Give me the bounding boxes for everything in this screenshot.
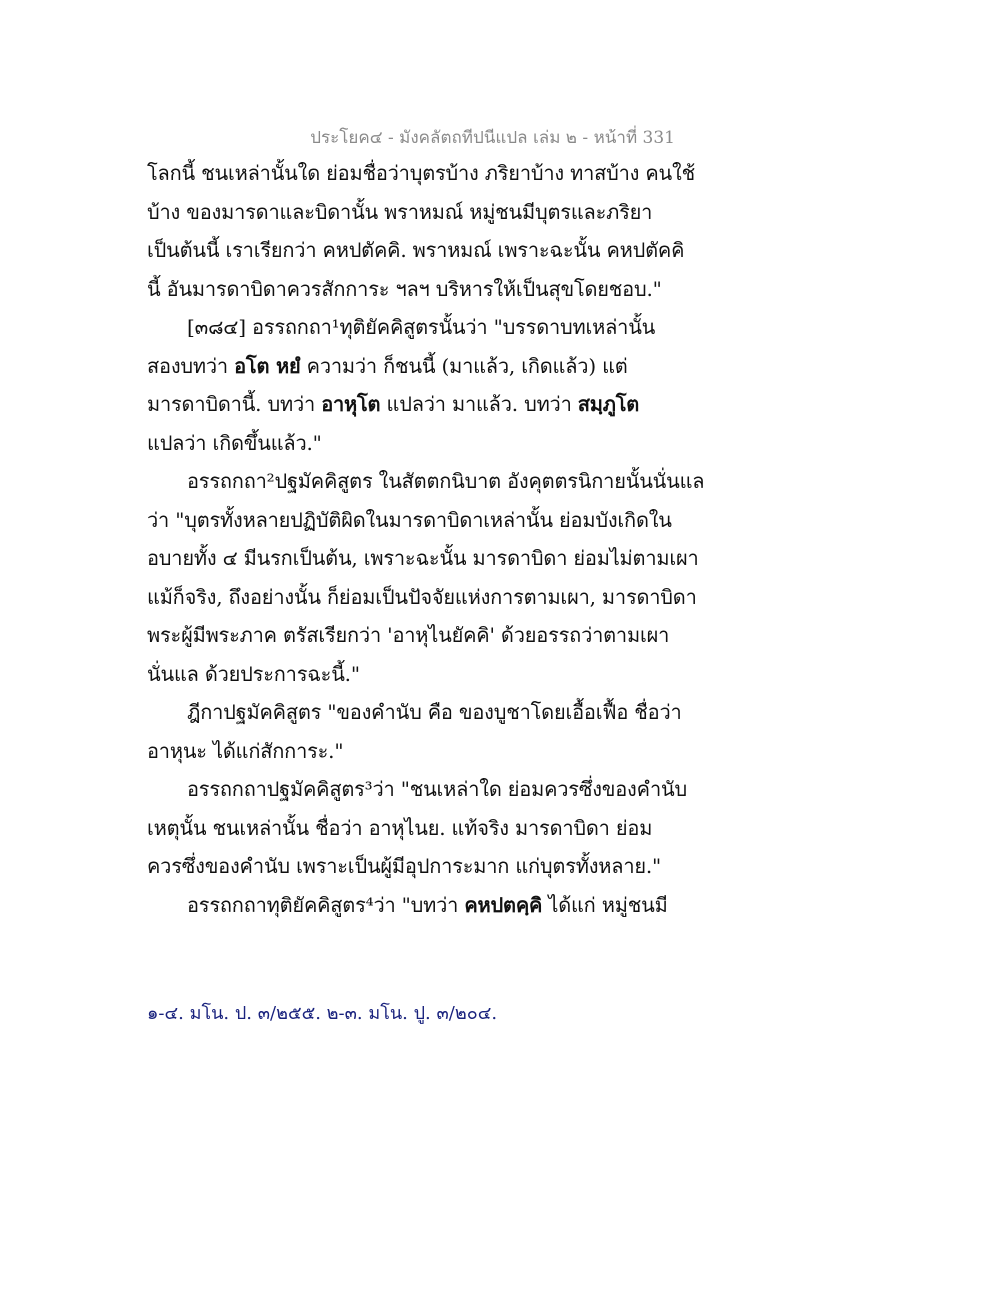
text-line	[147, 193, 697, 232]
text-line	[147, 578, 697, 617]
text-segment: อรรถกถา²ปฐมัคคิสูตร ในสัตตกนิบาต อังคุตตรนิกายนั้นนั่นแล	[187, 469, 705, 493]
text-segment: อาหุนะ ได้แก่สักการะ."	[147, 738, 344, 763]
text-segment: อบายทั้ง ๔ มีนรกเป็นต้น, เพราะฉะนั้น มารดาบิดา ย่อมไม่ตามเผา	[147, 546, 699, 570]
text-segment: อรรถกถาทุติยัคคิสูตร⁴ว่า "บทว่า	[187, 892, 465, 917]
text-line	[147, 270, 697, 309]
text-segment: แปลว่า เกิดขึ้นแล้ว."	[147, 430, 322, 455]
text-segment: ความว่า ก็ชนนี้ (มาแล้ว, เกิดแล้ว) แต่	[300, 353, 628, 378]
text-line	[147, 809, 697, 848]
text-segment: ว่า "บุตรทั้งหลายปฏิบัติผิดในมารดาบิดาเหล่านั้น ย่อมบังเกิดใน	[147, 507, 672, 532]
text-segment: อรรถกถาปฐมัคคิสูตร³ว่า "ชนเหล่าใด ย่อมควรซึ่งของคำนับ	[187, 777, 687, 801]
text-line	[147, 693, 697, 732]
text-line	[147, 385, 697, 424]
text-segment: เหตุนั้น ชนเหล่านั้น ชื่อว่า อาหุไนย. แท้จริง มารดาบิดา ย่อม	[147, 815, 653, 840]
text-line	[147, 154, 697, 193]
text-line	[147, 539, 697, 578]
footnote: ๑-๔. มโน. ป. ๓/๒๕๕. ๒-๓. มโน. ปู. ๓/๒๐๔.	[147, 1003, 498, 1024]
text-line	[147, 462, 705, 501]
text-line	[147, 231, 697, 270]
text-segment: พระผู้มีพระภาค ตรัสเรียกว่า 'อาหุไนยัคคิ' ด้วยอรรถว่าตามเผา	[147, 623, 670, 647]
text-segment: แม้ก็จริง, ถึงอย่างนั้น ก็ย่อมเป็นปัจจัยแห่งการตามเผา, มารดาบิดา	[147, 584, 697, 609]
text-line	[147, 770, 697, 809]
text-segment: ฎีกาปฐมัคคิสูตร "ของคำนับ คือ ของบูชาโดยเอื้อเฟื้อ ชื่อว่า	[187, 700, 682, 724]
text-segment: โลกนี้ ชนเหล่านั้นใด ย่อมชื่อว่าบุตรบ้าง ภริยาบ้าง ทาสบ้าง คนใช้	[147, 161, 695, 185]
bold-term: คหปตคฺคิ	[464, 892, 543, 917]
text-line	[147, 886, 697, 925]
text-segment: [๓๘๔] อรรถกถา¹ทุติยัคคิสูตรนั้นว่า "บรรดาบทเหล่านั้น	[187, 315, 656, 339]
text-line	[147, 616, 697, 655]
text-line	[147, 732, 697, 771]
text-line	[147, 424, 697, 463]
bold-term: สมฺภูโต	[577, 392, 640, 416]
text-line	[147, 308, 697, 347]
text-line	[147, 501, 697, 540]
page-header: ประโยค๔ - มังคลัตถทีปนีแปล เล่ม ๒ - หน้าที่ 331	[310, 128, 675, 148]
text-segment: เป็นต้นนี้ เราเรียกว่า คหปตัคคิ. พราหมณ์ เพราะฉะนั้น คหปตัคคิ	[147, 238, 685, 262]
text-segment: นี้ อันมารดาบิดาควรสักการะ ฯลฯ บริหารให้เป็นสุขโดยชอบ."	[147, 276, 662, 301]
text-segment: ควรซึ่งของคำนับ เพราะเป็นผู้มีอุปการะมาก แก่บุตรทั้งหลาย."	[147, 854, 662, 878]
text-segment: บ้าง ของมารดาและบิดานั้น พราหมณ์ หมู่ชนมีบุตรและภริยา	[147, 199, 653, 224]
text-segment: สองบทว่า	[147, 353, 235, 378]
body-text	[147, 154, 705, 924]
text-line	[147, 847, 697, 886]
text-line	[147, 655, 697, 694]
bold-term: อโต หยํ	[234, 353, 301, 378]
bold-term: อาหุโต	[321, 392, 381, 416]
text-line	[147, 347, 697, 386]
text-segment: มารดาบิดานี้. บทว่า	[147, 392, 322, 416]
text-segment: ได้แก่ หมู่ชนมี	[542, 892, 668, 917]
text-segment: นั่นแล ด้วยประการฉะนี้."	[147, 661, 360, 686]
text-segment: แปลว่า มาแล้ว. บทว่า	[380, 392, 578, 416]
